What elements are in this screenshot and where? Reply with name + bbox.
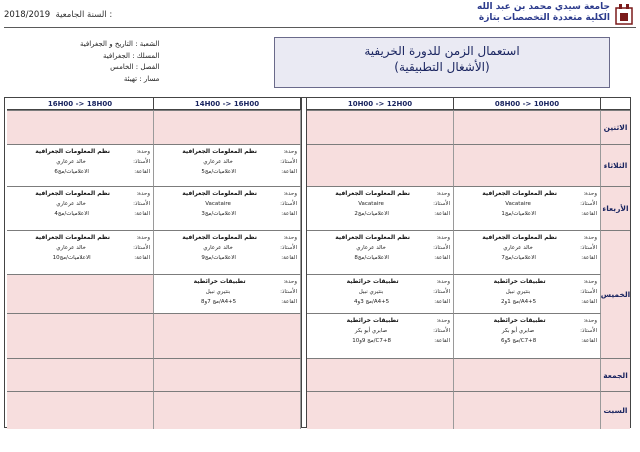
session-cell	[154, 274, 301, 313]
session-teacher-label: الأستاذ:	[133, 245, 150, 251]
session-module: نظم المعلومات الجغرافية	[182, 148, 258, 155]
header-divider	[4, 27, 636, 28]
session-room-row	[9, 209, 150, 219]
session-module-label: وحدة:	[136, 235, 150, 241]
session-room-label: القاعة:	[281, 255, 297, 261]
session-teacher: Vacataire	[358, 201, 384, 207]
session-module-row	[309, 316, 450, 326]
path: مسار : تهيئة	[123, 74, 160, 83]
program-info	[80, 39, 159, 85]
session-entry	[156, 147, 297, 177]
session-entry	[456, 233, 597, 263]
session-room-label: القاعة:	[281, 169, 297, 175]
session-module-label: وحدة:	[436, 191, 450, 197]
time-slot-header: 10H00 -> 12H00	[307, 98, 454, 110]
day-label: الخميس	[601, 230, 630, 358]
session-room-label: القاعة:	[134, 169, 150, 175]
title-box	[274, 37, 610, 88]
session-room: الاعلاميات/مج1	[501, 211, 536, 217]
university-header	[477, 2, 610, 24]
session-room: C7+8/مج 5و6	[501, 338, 537, 344]
session-room-label: القاعة:	[434, 255, 450, 261]
session-cell	[7, 144, 154, 186]
session-module-label: وحدة:	[283, 235, 297, 241]
session-room: الاعلاميات/مج2	[354, 211, 389, 217]
session-room-row	[309, 336, 450, 346]
session-room: A4+5/مج 7و8	[201, 299, 237, 305]
session-module: نظم المعلومات الجغرافية	[482, 190, 558, 197]
session-module: تطبيقات خرائطية	[346, 317, 399, 324]
session-room-label: القاعة:	[434, 338, 450, 344]
session-teacher-row	[156, 157, 297, 167]
timetable-grid	[4, 97, 631, 428]
session-module: تطبيقات خرائطية	[493, 278, 546, 285]
session-module-label: وحدة:	[136, 149, 150, 155]
session-module-label: وحدة:	[583, 191, 597, 197]
session-module: تطبيقات خرائطية	[193, 278, 246, 285]
session-teacher: بنتيري نبيل	[358, 289, 384, 295]
session-teacher: خالد عرعاري	[56, 201, 86, 207]
session-teacher-row	[309, 326, 450, 336]
session-room: الاعلاميات/مج6	[54, 169, 89, 175]
session-teacher-label: الأستاذ:	[580, 289, 597, 295]
session-teacher-row	[9, 157, 150, 167]
day-label: الاثنين	[601, 110, 630, 144]
session-module-row	[156, 147, 297, 157]
session-module-label: وحدة:	[583, 279, 597, 285]
session-room-row	[9, 167, 150, 177]
empty-cell	[154, 358, 301, 391]
time-slot-header: 08H00 -> 10H00	[454, 98, 601, 110]
session-cell	[7, 230, 154, 274]
session-module-row	[9, 189, 150, 199]
session-room-row	[309, 297, 450, 307]
session-teacher-label: الأستاذ:	[280, 289, 297, 295]
session-teacher-label: الأستاذ:	[133, 159, 150, 165]
session-room-row	[156, 167, 297, 177]
session-teacher: خالد عرعاري	[356, 245, 386, 251]
session-room: A4+5/مج 1و2	[501, 299, 537, 305]
session-module-label: وحدة:	[283, 191, 297, 197]
empty-cell	[154, 110, 301, 144]
session-module: نظم المعلومات الجغرافية	[35, 148, 111, 155]
session-entry	[309, 277, 450, 307]
session-module-row	[9, 233, 150, 243]
session-teacher-row	[309, 243, 450, 253]
empty-cell	[7, 391, 154, 429]
session-teacher: خالد عرعاري	[503, 245, 533, 251]
university-name: جامعة سيدي محمد بن عبد الله	[476, 2, 610, 12]
track: المسلك : الجغرافية	[102, 51, 160, 60]
session-module: تطبيقات خرائطية	[493, 317, 546, 324]
session-module-label: وحدة:	[136, 191, 150, 197]
academic-year	[4, 10, 112, 20]
session-entry	[156, 233, 297, 263]
empty-cell	[7, 358, 154, 391]
empty-cell	[454, 110, 601, 144]
empty-cell	[454, 144, 601, 186]
session-teacher-label: الأستاذ:	[580, 245, 597, 251]
session-room-label: القاعة:	[581, 211, 597, 217]
session-room-row	[456, 297, 597, 307]
time-slot-header: 16H00 -> 18H00	[7, 98, 154, 110]
empty-cell	[307, 110, 454, 144]
session-entry	[156, 277, 297, 307]
session-teacher-row	[9, 199, 150, 209]
session-module-label: وحدة:	[283, 149, 297, 155]
session-room-row	[156, 253, 297, 263]
session-module-row	[456, 189, 597, 199]
session-entry	[456, 316, 597, 346]
session-module-row	[309, 277, 450, 287]
session-module-row	[309, 233, 450, 243]
session-module-label: وحدة:	[436, 279, 450, 285]
session-teacher-row	[156, 287, 297, 297]
session-teacher-label: الأستاذ:	[433, 328, 450, 334]
session-module-row	[456, 277, 597, 287]
session-module-label: وحدة:	[436, 235, 450, 241]
session-module: تطبيقات خرائطية	[346, 278, 399, 285]
empty-cell	[154, 391, 301, 429]
day-label: الثلاثاء	[601, 144, 630, 186]
session-module-row	[156, 233, 297, 243]
session-module-row	[456, 316, 597, 326]
session-teacher-row	[156, 199, 297, 209]
session-room: الاعلاميات/مج10	[52, 255, 91, 261]
session-cell	[454, 274, 601, 313]
academic-year-value: 2018/2019	[4, 10, 51, 20]
day-label: السبت	[601, 391, 630, 429]
empty-cell	[307, 358, 454, 391]
session-teacher-label: الأستاذ:	[280, 159, 297, 165]
day-label: الجمعة	[601, 358, 630, 391]
session-teacher-row	[9, 243, 150, 253]
session-entry	[309, 233, 450, 263]
session-teacher: خالد عرعاري	[56, 159, 86, 165]
session-room: A4+5/مج 3و4	[354, 299, 390, 305]
session-teacher: Vacataire	[505, 201, 531, 207]
session-teacher-row	[456, 326, 597, 336]
session-cell	[454, 186, 601, 230]
session-entry	[309, 316, 450, 346]
session-room-label: القاعة:	[581, 299, 597, 305]
session-module-row	[456, 233, 597, 243]
session-room: الاعلاميات/مج9	[201, 255, 236, 261]
session-teacher-label: الأستاذ:	[133, 201, 150, 207]
session-teacher: صابري أبو بكر	[501, 328, 535, 334]
time-slot-header: 14H00 -> 16H00	[154, 98, 301, 110]
session-teacher-label: الأستاذ:	[433, 289, 450, 295]
session-module: نظم المعلومات الجغرافية	[335, 234, 411, 241]
session-room-label: القاعة:	[134, 211, 150, 217]
session-cell	[307, 274, 454, 313]
session-teacher-row	[456, 199, 597, 209]
academic-year-label: السنة الجامعية :	[55, 10, 113, 20]
session-teacher-row	[456, 243, 597, 253]
session-room-row	[309, 209, 450, 219]
semester: الفصل : الخامس	[110, 63, 160, 71]
session-teacher: بنتيري نبيل	[205, 289, 231, 295]
session-teacher-row	[309, 287, 450, 297]
session-teacher-label: الأستاذ:	[280, 201, 297, 207]
page-title: استعمال الزمن للدورة الخريفية	[364, 44, 520, 58]
session-entry	[9, 233, 150, 263]
session-module: نظم المعلومات الجغرافية	[482, 234, 558, 241]
session-module: نظم المعلومات الجغرافية	[35, 190, 111, 197]
session-room-label: القاعة:	[581, 255, 597, 261]
session-entry	[9, 147, 150, 177]
empty-cell	[307, 144, 454, 186]
session-cell	[154, 230, 301, 274]
session-teacher: خالد عرعاري	[203, 159, 233, 165]
session-module-label: وحدة:	[436, 318, 450, 324]
session-cell	[307, 230, 454, 274]
session-module-row	[309, 189, 450, 199]
session-teacher: بنتيري نبيل	[505, 289, 531, 295]
session-room-label: القاعة:	[281, 299, 297, 305]
empty-cell	[7, 110, 154, 144]
session-teacher-row	[309, 199, 450, 209]
session-module: نظم المعلومات الجغرافية	[35, 234, 111, 241]
session-cell	[307, 186, 454, 230]
session-entry	[309, 189, 450, 219]
session-cell	[7, 186, 154, 230]
session-room: الاعلاميات/مج7	[501, 255, 536, 261]
session-room: C7+8/مج 9و10	[352, 338, 391, 344]
session-room-row	[456, 253, 597, 263]
session-teacher-label: الأستاذ:	[433, 201, 450, 207]
session-room-row	[9, 253, 150, 263]
empty-cell	[7, 274, 154, 313]
session-teacher-label: الأستاذ:	[280, 245, 297, 251]
session-entry	[456, 277, 597, 307]
session-room: الاعلاميات/مج3	[201, 211, 236, 217]
department: الشعبة : التاريخ و الجغرافية	[80, 40, 160, 48]
session-room-label: القاعة:	[434, 299, 450, 305]
faculty-name: الكلية متعددة التخصصات بتازة	[478, 13, 610, 23]
page-subtitle: (الأشغال التطبيقية)	[394, 60, 490, 74]
session-module: نظم المعلومات الجغرافية	[335, 190, 411, 197]
session-cell	[454, 313, 601, 358]
session-teacher-label: الأستاذ:	[580, 328, 597, 334]
session-room-row	[156, 209, 297, 219]
day-header-corner	[601, 98, 630, 110]
session-room-label: القاعة:	[281, 211, 297, 217]
session-cell	[154, 144, 301, 186]
session-teacher-row	[456, 287, 597, 297]
session-room-label: القاعة:	[134, 255, 150, 261]
session-room: الاعلاميات/مج8	[354, 255, 389, 261]
session-teacher: خالد عرعاري	[56, 245, 86, 251]
session-room-row	[309, 253, 450, 263]
session-entry	[9, 189, 150, 219]
session-module-row	[9, 147, 150, 157]
session-module-row	[156, 189, 297, 199]
session-teacher: صابري أبو بكر	[354, 328, 388, 334]
session-room-label: القاعة:	[434, 211, 450, 217]
session-cell	[154, 186, 301, 230]
empty-cell	[154, 313, 301, 358]
session-entry	[456, 189, 597, 219]
session-entry	[156, 189, 297, 219]
session-module-row	[156, 277, 297, 287]
session-room-label: القاعة:	[581, 338, 597, 344]
session-teacher-label: الأستاذ:	[433, 245, 450, 251]
session-room-row	[456, 336, 597, 346]
session-module-label: وحدة:	[583, 318, 597, 324]
session-room-row	[456, 209, 597, 219]
session-module: نظم المعلومات الجغرافية	[182, 234, 258, 241]
session-module-label: وحدة:	[283, 279, 297, 285]
session-teacher-label: الأستاذ:	[580, 201, 597, 207]
empty-cell	[454, 358, 601, 391]
empty-cell	[7, 313, 154, 358]
session-room-row	[156, 297, 297, 307]
empty-cell	[454, 391, 601, 429]
session-teacher-row	[156, 243, 297, 253]
university-logo-icon	[613, 2, 635, 26]
session-module-label: وحدة:	[583, 235, 597, 241]
session-cell	[454, 230, 601, 274]
empty-cell	[307, 391, 454, 429]
day-label: الأربعاء	[601, 186, 630, 230]
session-teacher: خالد عرعاري	[203, 245, 233, 251]
session-cell	[307, 313, 454, 358]
session-teacher: Vacataire	[205, 201, 231, 207]
session-module: نظم المعلومات الجغرافية	[182, 190, 258, 197]
session-room: الاعلاميات/مج5	[201, 169, 236, 175]
session-room: الاعلاميات/مج4	[54, 211, 89, 217]
